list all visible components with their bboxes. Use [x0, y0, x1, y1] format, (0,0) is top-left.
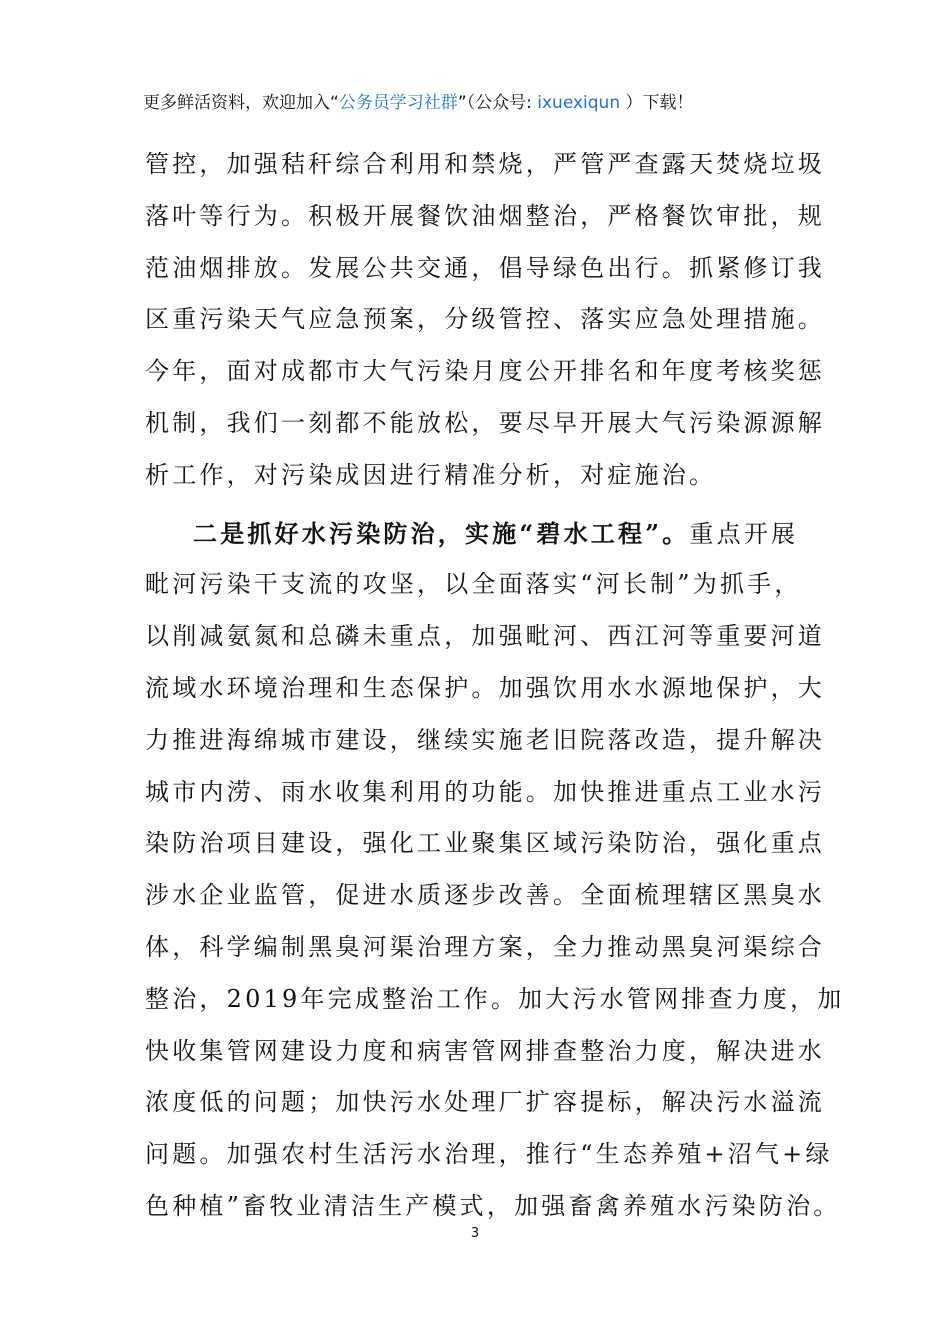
body-line: 涉水企业监管，促进水质逐步改善。全面梳理辖区黑臭水	[145, 881, 825, 910]
body-line: 以削减氨氮和总磷未重点，加强毗河、西江河等重要河道	[145, 622, 825, 651]
body-line: 毗河污染干支流的攻坚，以全面落实“河长制”为抓手，	[145, 570, 802, 599]
page-header	[143, 92, 843, 114]
body-line: 机制，我们一刻都不能放松，要尽早开展大气污染源源解	[145, 408, 825, 437]
body-line: 区重污染天气应急预案，分级管控、落实应急处理措施。	[145, 305, 825, 334]
body-line: 色种植”畜牧业清洁生产模式，加强畜禽养殖水污染防治。	[145, 1191, 841, 1220]
community-link[interactable]: 公务员学习社群	[338, 93, 458, 113]
body-line: 整治，2019年完成整治工作。加大污水管网排查力度，加	[145, 984, 845, 1013]
header-middle: ”（公众号:	[457, 93, 532, 113]
body-line: 流域水环境治理和生态保护。加强饮用水水源地保护，大	[145, 673, 825, 702]
section-first-line-rest: 重点开展	[689, 519, 799, 548]
body-line: 问题。加强农村生活污水治理，推行“生态养殖+沼气+绿	[145, 1140, 833, 1169]
section-first-line	[145, 508, 809, 560]
document-body	[145, 139, 845, 1233]
body-line: 体，科学编制黑臭河渠治理方案，全力推动黑臭河渠综合	[145, 932, 825, 961]
header-suffix: ）下载！	[625, 93, 694, 113]
body-line: 浓度低的问题；加快污水处理厂扩容提标，解决污水溢流	[145, 1088, 825, 1117]
account-link[interactable]: ixuexiqun	[537, 93, 621, 113]
body-line: 染防治项目建设，强化工业聚集区域污染防治，强化重点	[145, 829, 825, 858]
body-line: 今年，面对成都市大气污染月度公开排名和年度考核奖惩	[145, 357, 825, 386]
body-line: 范油烟排放。发展公共交通，倡导绿色出行。抓紧修订我	[145, 253, 825, 282]
body-line: 城市内涝、雨水收集利用的功能。加快推进重点工业水污	[145, 777, 825, 806]
body-line: 管控，加强秸秆综合利用和禁烧，严管严查露天焚烧垃圾	[145, 150, 825, 178]
header-prefix: 更多鲜活资料，欢迎加入“	[143, 93, 339, 113]
section-heading: 二是抓好水污染防治，实施“碧水工程”。	[193, 518, 690, 548]
body-line: 力推进海绵城市建设，继续实施老旧院落改造，提升解决	[145, 725, 825, 754]
page-number: 3	[470, 1226, 480, 1241]
body-line: 析工作，对污染成因进行精准分析，对症施治。	[145, 460, 717, 489]
body-line: 落叶等行为。积极开展餐饮油烟整治，严格餐饮审批，规	[145, 201, 825, 230]
body-line: 快收集管网建设力度和病害管网排查整治力度，解决进水	[145, 1036, 825, 1065]
